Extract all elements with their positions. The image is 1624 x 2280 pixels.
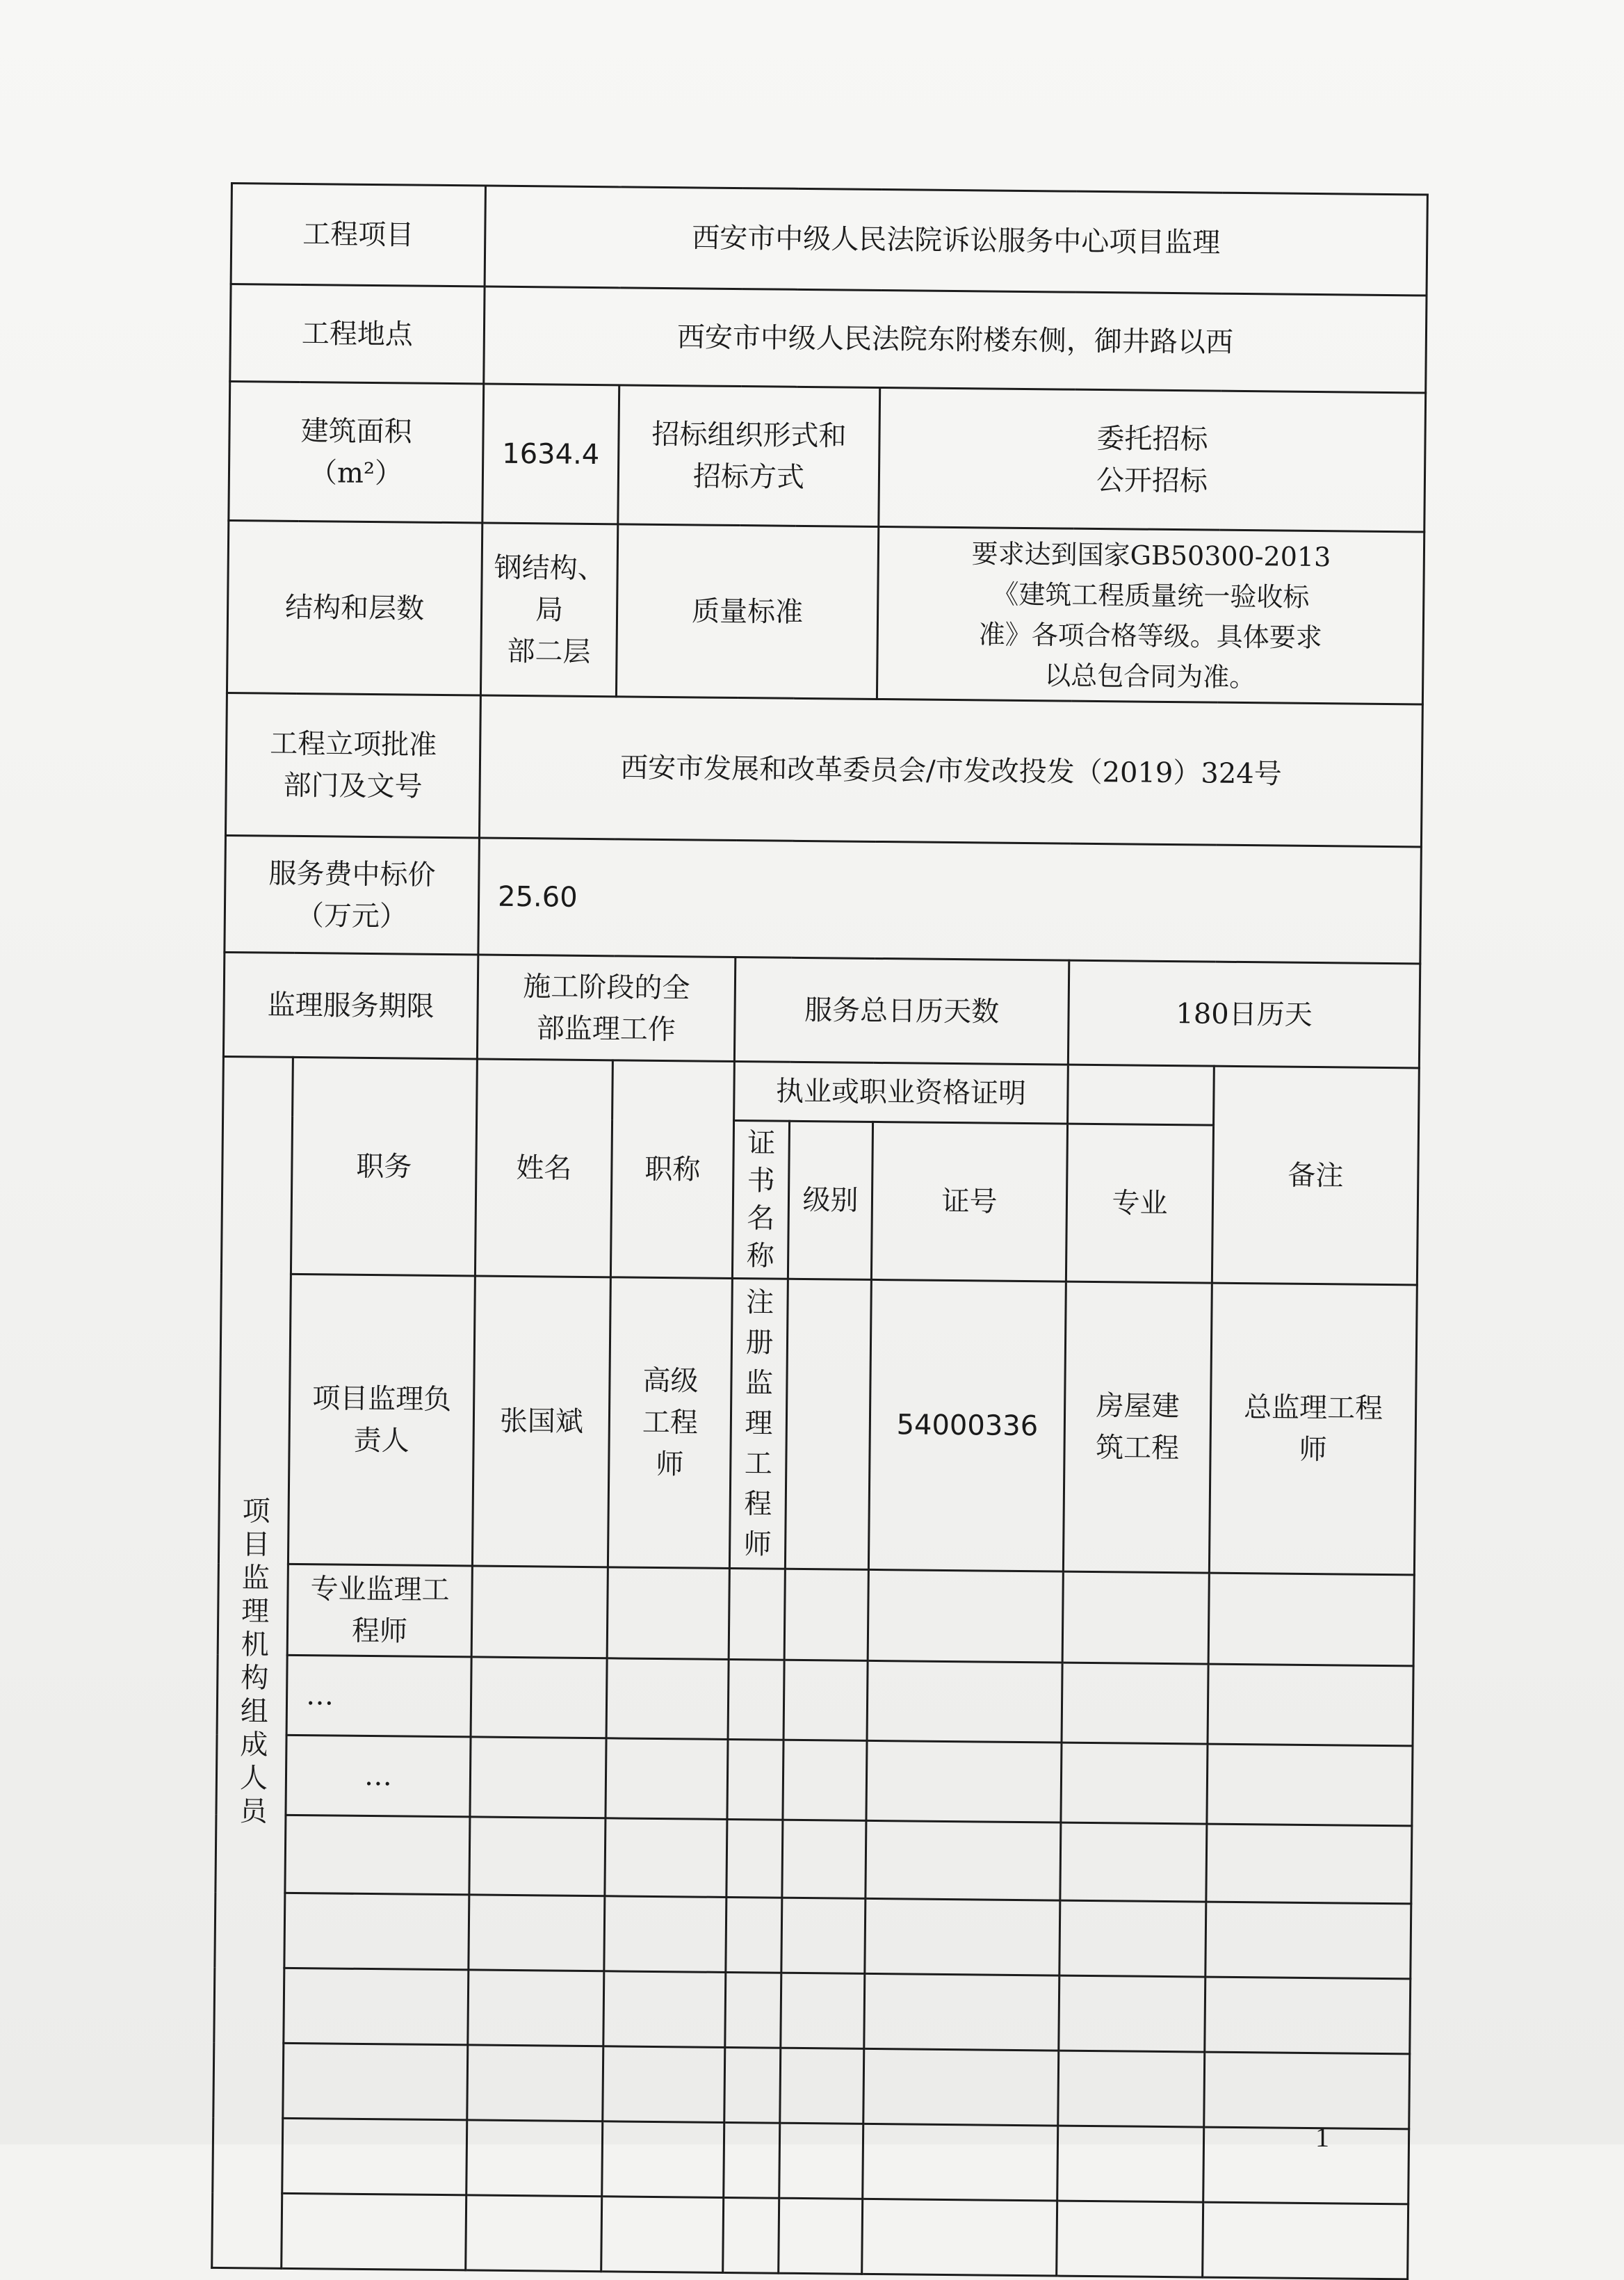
ellipsis-row-2: … — [286, 1735, 471, 1817]
header-cert-group: 执业或职业资格证明 — [734, 1062, 1069, 1124]
bid-form-label — [618, 385, 880, 527]
bid-form-label-line1: 招标组织形式和 — [651, 418, 847, 453]
quality-value-line2: 《建筑工程质量统一验收标 — [992, 579, 1310, 613]
row1-title: 高级工程师 — [608, 1277, 732, 1569]
fee-label-line2: （万元） — [295, 899, 408, 932]
row-fee — [225, 835, 1422, 964]
quality-label: 质量标准 — [616, 524, 878, 700]
bid-form-value — [879, 387, 1426, 532]
structure-label: 结构和层数 — [227, 520, 482, 695]
row-location — [230, 284, 1427, 394]
row1-name: 张国斌 — [472, 1276, 610, 1567]
fee-value: 25.60 — [478, 838, 1422, 964]
row1-specialty: 房屋建筑工程 — [1063, 1282, 1212, 1573]
table-row — [218, 1563, 1414, 1666]
table-row — [213, 2042, 1410, 2129]
structure-value — [480, 523, 617, 697]
header-cert-name: 证书名称 — [732, 1121, 789, 1279]
row1-cert-name: 注册监理工程师 — [729, 1278, 788, 1569]
header-title: 职称 — [610, 1060, 734, 1279]
header-cert-no: 证号 — [871, 1122, 1067, 1282]
table-row — [216, 1734, 1413, 1826]
location-label: 工程地点 — [230, 284, 485, 384]
table-row — [218, 1273, 1417, 1574]
approval-value: 西安市发展和改革委员会/市发改投发（2019）324号 — [479, 695, 1422, 847]
row-structure — [227, 520, 1424, 704]
row2-specialty — [1062, 1571, 1209, 1664]
header-remark: 备注 — [1212, 1066, 1419, 1285]
quality-value-line1: 要求达到国家GB50300-2013 — [971, 537, 1331, 572]
approval-label — [225, 693, 480, 837]
bid-form-label-line2: 招标方式 — [692, 460, 805, 494]
table-row — [216, 1814, 1412, 1904]
quality-value-line3: 准》各项合格等级。具体要求 — [978, 618, 1323, 653]
project-label: 工程项目 — [231, 184, 485, 286]
fee-label-line1: 服务费中标价 — [268, 857, 436, 891]
header-specialty: 专业 — [1066, 1124, 1213, 1283]
row2-cert-name — [729, 1568, 785, 1660]
page-number: 1 — [1315, 2121, 1329, 2153]
structure-value-line2: 部二层 — [507, 635, 591, 668]
days-value: 180日历天 — [1068, 960, 1420, 1068]
staff-section-label: 项目监理机构组成人员 — [212, 1056, 293, 2268]
period-value — [477, 955, 735, 1062]
bid-info-table — [211, 182, 1429, 2280]
row2-name — [471, 1566, 608, 1658]
area-value: 1634.4 — [482, 384, 619, 524]
bid-form-value-line1: 委托招标 — [1096, 422, 1208, 456]
row2-remark — [1208, 1573, 1414, 1666]
table-row — [213, 2117, 1409, 2204]
header-level: 级别 — [788, 1121, 872, 1279]
row-area — [229, 382, 1426, 533]
row1-level — [785, 1279, 871, 1569]
period-value-line1: 施工阶段的全 — [523, 970, 690, 1004]
header-position: 职务 — [291, 1057, 477, 1276]
location-value: 西安市中级人民法院东附楼东侧，御井路以西 — [484, 286, 1427, 393]
bid-form-value-line2: 公开招标 — [1096, 464, 1208, 498]
table-row — [217, 1654, 1413, 1746]
area-label — [229, 382, 484, 523]
quality-value-line4: 以总包合同为准。 — [1044, 659, 1256, 693]
table-row — [215, 1892, 1411, 1979]
row1-position: 项目监理负责人 — [288, 1274, 475, 1566]
header-blank — [1068, 1065, 1215, 1125]
row2-level — [784, 1569, 868, 1660]
quality-value — [877, 526, 1424, 704]
period-label: 监理服务期限 — [223, 952, 478, 1058]
approval-label-line1: 工程立项批准 — [270, 727, 437, 761]
table-row — [212, 2192, 1408, 2279]
table-row — [214, 1967, 1411, 2054]
row2-position: 专业监理工程师 — [287, 1564, 472, 1657]
area-label-line1: 建筑面积 — [300, 414, 412, 448]
area-label-line2: （m²） — [309, 456, 403, 490]
days-label: 服务总日历天数 — [734, 957, 1069, 1065]
row-period — [223, 952, 1420, 1068]
row-project — [231, 184, 1427, 296]
row1-cert-no: 54000336 — [868, 1279, 1066, 1571]
project-value: 西安市中级人民法院诉讼服务中心项目监理 — [485, 186, 1427, 296]
approval-label-line2: 部门及文号 — [283, 769, 423, 803]
period-value-line2: 部监理工作 — [536, 1012, 676, 1046]
staff-header-row-1 — [223, 1056, 1420, 1127]
header-name: 姓名 — [475, 1059, 612, 1277]
row2-cert-no — [868, 1569, 1063, 1663]
ellipsis-row-1: … — [286, 1655, 471, 1737]
row1-remark: 总监理工程师 — [1209, 1283, 1417, 1575]
fee-label — [225, 835, 480, 954]
row-approval — [225, 693, 1422, 847]
structure-value-line1: 钢结构、 局 — [494, 551, 606, 626]
row2-title — [607, 1567, 729, 1660]
